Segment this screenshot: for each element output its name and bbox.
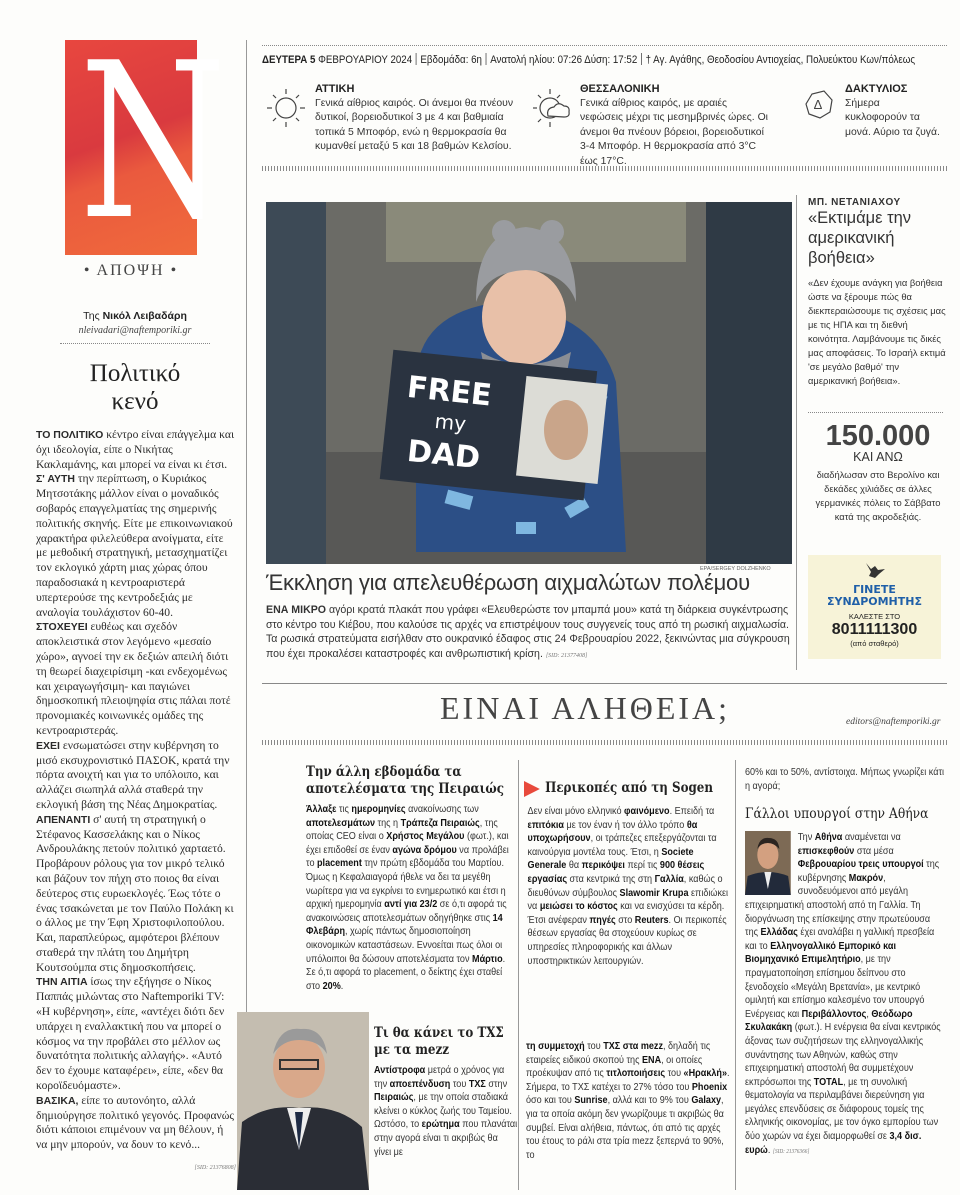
column-divider: [518, 760, 519, 1190]
column-divider: [796, 195, 797, 670]
quote-title: «Εκτιμάμε την αμερικανική βοήθεια»: [808, 209, 912, 267]
text: την πρώτη εβδομάδα του Μαρτίου. Όμως η Κεφαλαιαγορά ήθελε να δει τα μεγέθη νωρίτερα για να εγκρίνει το ενημερωτικό και έτσι η αρχική ημερομηνία: [306, 858, 506, 911]
photo-credit: EPA/SERGEY DOLZHENKO: [700, 566, 771, 572]
bold-text: ΑΠΕΝΑΝΤΙ: [36, 813, 91, 826]
paragraph: [36, 620, 236, 738]
text: , χωρίς πάντως δημοσιοποίηση οικονομικών καταστάσεων. Εννοείται πως όλοι οι υπόλοιποι θα δώσουν αποτελέσματα τον: [306, 926, 503, 965]
bold-text: Χρήστος Μεγάλου: [386, 831, 465, 843]
svg-text:DAD: DAD: [405, 433, 482, 477]
article-piraeus: [306, 764, 515, 993]
main-lead: [266, 603, 791, 664]
bold-text: placement: [317, 858, 362, 870]
article-body: [306, 803, 515, 993]
bold-text: 3,4 δισ. ευρώ: [745, 1131, 922, 1156]
divider: [808, 412, 943, 413]
weather-text: Σήμερα κυκλοφορούν τα μονά. Αύριο τα ζυγά.: [845, 97, 940, 138]
main-photo: [266, 202, 792, 564]
paragraph: [36, 472, 236, 620]
quote-box: [808, 197, 948, 388]
bold-text: ΣΤΟΧΕΥΕΙ: [36, 621, 88, 634]
editors-email[interactable]: editors@naftemporiki.gr: [846, 717, 941, 727]
bold-text: Societe Generale: [527, 846, 694, 872]
bold-text: Φεβρουαρίου τρεις υπουργοί: [797, 859, 924, 871]
stat-text: διαδήλωσαν στο Βερολίνο και δεκάδες χιλιάδες σε άλλες γερμανικές πόλεις το Σάββατο κατά της ακροδεξιάς.: [815, 469, 941, 522]
bold-text: ΤΧΣ στα mezz: [603, 1041, 663, 1052]
divider: [262, 166, 947, 171]
text: , συνοδευόμενοι από μεγάλη επιχειρηματική αποστολή από τη Γαλλία. Τη διοργάνωση της επίσκεψης στην πρωτεύουσα της: [745, 872, 931, 939]
section-label: • ΑΠΟΨΗ •: [83, 262, 179, 279]
text: , με την οποία σταδιακά κλείνει ο κύκλος ζωής του Ταμείου. Ωστόσο, το: [374, 1092, 512, 1131]
text: ευθέως και σχεδόν αποκλειστικά στον λεγόμενο «μεσαίο χώρο», αγνοεί την εκ δεξιών απειλή διότι τη θεωρεί διαχειρίσιμη -και ενδεχομένως και χειραγωγήσιμη- και παγιώνει δημοσκοπική πλειοψηφία στις πάλαι ποτέ προνομιακές κοινωνικές ομάδες της κεντροαριστεράς.: [36, 620, 231, 737]
sid-code: [SID: 21376808]: [194, 1165, 236, 1172]
text: σε ό,τι αφορά τις ανακοινώσεις αποτελεσμάτων οδηγήθηκε στις: [306, 899, 507, 924]
ring-road-icon: [800, 86, 836, 122]
text: του: [584, 1041, 604, 1052]
weather-region: ΑΤΤΙΚΗ: [315, 83, 355, 95]
divider: [262, 683, 947, 684]
bold-text: ΕΝΑ ΜΙΚΡΟ: [266, 604, 327, 616]
saints: † Αγ. Αγάθης, Θεοδοσίου Αντιοχείας, Πολυεύκτου Κων/πόλεως: [645, 54, 916, 66]
stat-number: 150.000: [825, 420, 931, 452]
text: (φωτ.). Η ενέργεια θα είναι κεντρικός άξονας των συζητήσεων της ελληνογαλλικής συνάντησης των Αθηνών, καθώς στην επιχειρηματική αποστολή θα συμμετέχουν εκπρόσωποι της: [745, 1022, 941, 1088]
bold-text: Galaxy: [691, 1095, 722, 1107]
lead-text: [266, 604, 790, 660]
text: . Σε ό,τι αφορά το placement, ο δείκτης έχει σταθεί στο: [306, 953, 506, 992]
bold-text: ημερομηνίες: [351, 804, 406, 815]
text: του: [665, 1068, 684, 1080]
bold-text: Αντίστροφα: [374, 1065, 426, 1076]
text: .: [767, 1144, 773, 1156]
bold-text: Μάρτιο: [472, 953, 503, 965]
text: έχει αναλάβει η γαλλική πρεσβεία και το: [745, 927, 935, 952]
text: μετρά ο χρόνος για την: [374, 1065, 505, 1090]
text: , οι τράπεζες επεξεργάζονται τα καινούργια μοντέλα τους. Έτσι, η: [527, 833, 717, 858]
bold-text: τιτλοποιήσεις: [606, 1068, 666, 1080]
bold-text: αγώνα δρόμου: [392, 844, 457, 856]
weather-region: ΘΕΣΣΑΛΟΝΙΚΗ: [580, 83, 660, 95]
bold-text: περικόψει: [581, 860, 625, 872]
text: με τον έναν ή τον άλλο τρόπο: [563, 819, 687, 831]
bold-text: ΤΧΣ: [468, 1078, 486, 1090]
text: αναμένεται να: [842, 832, 901, 843]
quote-kicker: ΜΠ. ΝΕΤΑΝΙΑΧΟΥ: [808, 197, 901, 208]
text: περί τις: [624, 860, 660, 872]
text: (φωτ.), και έχει επιδοθεί σε έναν: [306, 831, 509, 856]
bold-text: τη συμμετοχή: [526, 1041, 585, 1052]
sun-cloud-icon: [530, 86, 574, 130]
text: και να ενισχύσει τα κέρδη. Έτσι ανέφεραν: [527, 901, 725, 926]
svg-text:my: my: [433, 408, 468, 436]
article-title: Την άλλη εβδομάδα τα αποτελέσματα της Πειραιώς: [306, 764, 504, 797]
bold-text: Slawomir Krupa: [619, 887, 689, 899]
date: ΦΕΒΡΟΥΑΡΙΟΥ 2024: [315, 54, 413, 66]
text: της η: [375, 817, 401, 829]
bold-text: ΒΑΣΙΚΑ,: [36, 1094, 79, 1107]
author-name: Νικόλ Λειβαδάρη: [102, 310, 187, 322]
article-body: [374, 1064, 517, 1159]
bold-text: TOTAL: [813, 1076, 844, 1088]
main-headline: Έκκληση για απελευθέρωση αιχμαλώτων πολέμου: [266, 570, 750, 595]
day: ΔΕΥΤΕΡΑ 5: [262, 54, 316, 66]
paragraph: [36, 813, 236, 976]
sun-times: Ανατολή ηλίου: 07:26 Δύση: 17:52: [490, 54, 638, 66]
text: επιδιώκει να: [527, 887, 729, 913]
text: , με την πραγματοποίηση επίσημου δείπνου στο ξενοδοχείο «Μεγάλη Βρετανία», με κεντρικό ομιλητή και επίσημο καλεσμένο τον υπουργό Ενέργειας και: [745, 954, 925, 1020]
bold-text: Ελλάδας: [760, 927, 798, 939]
text: που πλανάται στην αγορά είναι τι ακριβώς θα γίνει με: [374, 1119, 518, 1158]
bold-text: ΤΗΝ ΑΙΤΙΑ: [36, 976, 88, 989]
text: θα: [566, 860, 582, 872]
bold-text: φαινόμενο: [624, 806, 670, 817]
text: ανακοίνωσης των: [405, 804, 479, 815]
bold-text: ΤΟ ΠΟΛΙΤΙΚΟ: [36, 429, 104, 441]
opinion-body: [36, 428, 236, 1176]
title-line: Πολιτικό: [89, 360, 181, 387]
article-title: Γάλλοι υπουργοί στην Αθήνα: [745, 806, 929, 822]
weather-attica: [315, 82, 520, 155]
stat-sub: ΚΑΙ ΑΝΩ: [853, 450, 903, 464]
text: , οι οποίες προέκυψαν από τις: [526, 1054, 703, 1080]
paragraph: [36, 975, 236, 1093]
text: όσο και του: [526, 1095, 575, 1107]
bold-text: Περιβάλλοντος: [801, 1008, 867, 1020]
bold-text: 900 θέσεις εργασίας: [527, 860, 705, 885]
bold-text: επισκεφθούν: [797, 845, 855, 857]
text: του: [450, 1078, 469, 1090]
opinion-title: [40, 360, 230, 416]
divider: [262, 45, 947, 46]
triangle-marker-icon: [524, 781, 540, 797]
text: να προλάβει το: [306, 844, 509, 870]
text: , με τη συνολική θεματολογία να περιλαμβάνει διερεύνηση για μεγάλες επενδύσεις σε διάφορους τομείς της ελληνικής οικονομίας, με τον όγκο εμπορίου των δύο χωρών να έχει διαμορφωθεί σε: [745, 1076, 939, 1143]
sun-icon: [264, 86, 308, 130]
bold-text: Reuters: [634, 914, 669, 926]
text: , αλλά και το 9% του: [607, 1095, 692, 1107]
stat-box: [808, 420, 948, 524]
text: στην: [485, 1078, 508, 1090]
ad-title: ΓΙΝΕΤΕ ΣΥΝΔΡΟΜΗΤΗΣ: [827, 583, 922, 608]
text: κέντρο είναι επάγγελμα και όχι ιδεολογία, είπε ο Νικήτας Κακλαμάνης, και μπορεί να είναι κι έτσι.: [36, 428, 235, 471]
ad-note: (από σταθερό): [850, 639, 899, 648]
text: , για τα οποία ακόμη δεν γνωρίζουμε τι ακριβώς θα συμβεί. Είναι αλήθεια, πάντως, ότι από τις αρχές του έτους το ράλι στα τρία mezz ξεπερνά το 90%, το: [526, 1095, 724, 1161]
text: , καθώς ο διευθύνων σύμβουλος: [527, 873, 723, 899]
byline-prefix: Της: [83, 310, 103, 322]
logo-letter: N: [79, 16, 227, 267]
section-title: ΕΙΝΑΙ ΑΛΗΘΕΙΑ;: [440, 690, 731, 726]
weather-thessaloniki: [580, 82, 770, 169]
text: , δηλαδή τις εταιρείες ειδικού σκοπού της: [526, 1041, 711, 1066]
bold-text: θα υποχωρήσουν: [527, 819, 698, 845]
text: στο: [615, 914, 635, 926]
traffic-ring: [845, 82, 940, 140]
bold-text: Άλλαξε: [306, 804, 337, 815]
text: στα κεντρικά της στη: [567, 873, 655, 885]
hermes-icon: [863, 561, 887, 579]
sid-code: [SID: 21377408]: [545, 653, 588, 660]
subscribe-ad[interactable]: [808, 555, 941, 659]
bold-text: Πειραιώς: [374, 1092, 414, 1104]
article-txs-end: 60% και το 50%, αντίστοιχα. Μήπως γνωρίζει κάτι η αγορά;: [745, 767, 945, 792]
bold-text: μειώσει το κόστος: [539, 901, 618, 913]
column-divider: [735, 760, 736, 1190]
ad-phone[interactable]: 8011111300: [831, 621, 918, 638]
text: . Επειδή τα: [669, 806, 715, 817]
bold-text: αποτελεσμάτων: [306, 817, 376, 829]
text: τις: [336, 804, 352, 815]
bold-text: Θεόδωρο Σκυλακάκη: [745, 1008, 913, 1034]
author-email[interactable]: nleivadari@naftemporiki.gr: [78, 325, 192, 336]
text: .: [340, 980, 344, 992]
weather-region: ΔΑΚΤΥΛΙΟΣ: [845, 83, 908, 95]
bold-text: επιτόκια: [527, 819, 564, 831]
bold-text: Sunrise: [574, 1095, 608, 1107]
text: της κυβέρνησης: [797, 859, 940, 884]
divider: [262, 740, 947, 745]
text: Δεν είναι μόνο ελληνικό: [527, 806, 625, 817]
newspaper-logo: [65, 16, 227, 267]
dateline: [262, 53, 915, 66]
article-txs-continued: [526, 1040, 731, 1162]
paragraph: [36, 739, 236, 813]
text: , της οποίας CEO είναι ο: [306, 817, 498, 843]
bold-text: 14 Φλεβάρη: [306, 912, 503, 938]
text: αγόρι κρατά πλακάτ που γράφει «Ελευθερώστε τον μπαμπά μου» κατά τη διάρκεια συγκέντρωσης στο κέντρο του Κιέβου, που καλούσε τις αρχές να επιστρέψουν τους συγγενείς τους από τη ρωσική αιχμαλωσία. Τα ρωσικά στρατεύματα εισήλθαν στο ουκρανικό έδαφος στις 24 Φεβρουαρίου 2022, ξεκινώντας μια σύγκρουση που έχει προκαλέσει καταστροφές και ανθρωπιστική κρίση.: [266, 604, 790, 661]
bold-text: πηγές: [589, 914, 616, 926]
text: στα μέσα: [854, 845, 894, 857]
paragraph: [36, 428, 236, 472]
ad-call: ΚΑΛΕΣΤΕ ΣΤΟ: [848, 612, 901, 621]
weather-text: Γενικά αίθριος καιρός. Οι άνεμοι θα πνέουν δυτικοί, βορειοδυτικοί 3 με 4 και βαθμιαία τοπικά 5 Μποφόρ, ενώ η θερμοκρασία θα κυμανθεί μεταξύ 5 και 18 βαθμών Κελσίου.: [315, 97, 514, 152]
text: ενσωματώσει στην κυβέρνηση το μισό εκσυχρονιστικό ΠΑΣΟΚ, κρατά την πόρτα ανοιχτή και για το υπόλοιπο, και αλλάζει σιωπηλά αλλά σταθερά την εκλογική βάση της Νέας Δημοκρατίας.: [36, 738, 230, 811]
bold-text: Phoenix: [691, 1081, 728, 1093]
bold-text: 20%: [322, 980, 341, 992]
article-sogen: [524, 780, 729, 968]
text: σ' αυτή τη στρατηγική ο Στέφανος Κασσελάκης και ο Νίκος Ανδρουλάκης πετούν πολιτικό χαρταετό. Προβάρουν ρόλους για τον μικρό τελικό και βάζουν τον πήχη στο ποιος θα είναι δεύτερος στις ευρωεκλογές. Έως τότε ο ένας τσακώνεται με τον Παύλο Πολάκη κι ο άλλος με την Έφη Χριστοφιλοπούλου. Και, παραπλεύρως, αμφότεροι βλέπουν σταθερά την πλάτη του Δημήτρη Κουτσούμπα στις δημοσκοπήσεις.: [36, 812, 234, 974]
bold-text: αντί για 23/2: [384, 899, 438, 911]
text: Την: [797, 832, 815, 843]
svg-text:FREE: FREE: [405, 369, 494, 414]
bold-text: Ελληνογαλλικό Εμπορικό και Βιομηχανικό Επιμελητήριο: [745, 940, 897, 966]
svg-text:Δ: Δ: [813, 97, 823, 112]
article-body: [524, 805, 729, 968]
bold-text: Μακρόν: [848, 872, 884, 884]
text: . Σήμερα, το ΤΧΣ κατέχει το 27% τόσο του: [526, 1068, 730, 1093]
bold-text: αποεπένδυση: [389, 1078, 451, 1090]
bold-text: Αθήνα: [814, 832, 843, 843]
title-line: κενό: [111, 388, 159, 415]
quote-text: «Δεν έχουμε ανάγκη για βοήθεια ώστε να ξέρουμε πώς θα διεκπεραιώσουμε τις σχέσεις μας με τις ΗΠΑ και τη διεθνή κοινότητα. Λαμβάνουμε τις δικές μας αποφάσεις. Το Ισραήλ εκτιμά 'σε μεγάλο βαθμό' την αμερικανική βοήθεια».: [808, 277, 946, 386]
bold-text: ερώτημα: [421, 1119, 460, 1131]
article-title: Τι θα κάνει το ΤΧΣ με τα mezz: [374, 1025, 504, 1058]
text: είπε το αυτονόητο, αλλά δημιούργησε πολιτικό γεγονός. Προφανώς διότι κάποιοι επιμένουν να μη θέλουν, ή να μην μπορούν, να δουν το κενό...: [36, 1093, 235, 1152]
text: την περίπτωση, ο Κυριάκος Μητσοτάκης μάλλον είναι ο μοναδικός σοβαρός επαγγελματίας της σημερινής πολιτικής σκηνής. Είτε με επικοινωνιακού χαρακτήρα φιλελεύθερα ανοίγματα, είτε με μεθοδική στρατηγική, μετασχηματίζει τον εκλογικό χάρτη μιας χώρας όπου παραδοσιακά η κεντροαριστερά υπερτερούσε της κεντροδεξιάς με αναλογία τουλάχιστον 60-40.: [36, 472, 233, 619]
byline: [40, 310, 230, 322]
bold-text: ΕΝΑ: [641, 1054, 662, 1066]
photo-christos-megalou: [237, 1012, 369, 1190]
week: Εβδομάδα: 6η: [420, 54, 482, 66]
text: . Οι περικοπές θέσεων εργασίας θα στοχεύουν κυρίως σε υπηρεσίες πληροφορικής και άλλων υποστηρικτικών λειτουργιών.: [527, 914, 727, 967]
divider: [60, 343, 210, 344]
article-txs: [374, 1025, 517, 1159]
text: ,: [866, 1008, 872, 1020]
text: ίσως την εξήγησε ο Νίκος Παππάς μιλώντας στο Naftemporiki TV: «Η κυβέρνηση», είπε, «αντέχει διότι δεν υπάρχει η εναλλακτική που να μπορεί ο κόσμος να την προβάλει στο μέλλον ως δυνατότητα πολιτικής αλλαγής». «Αυτό δεν το έχουμε καταφέρει», είπε, «δεν θα κοροϊδευόμαστε».: [36, 975, 225, 1093]
paragraph: [36, 1094, 236, 1153]
weather-text: Γενικά αίθριος καιρός, με αραιές νεφώσεις μέχρι τις μεσημβρινές ώρες. Οι άνεμοι θα πνέουν βόρειοι, βορειοδυτικοί 3-4 Μποφόρ. Η θερμοκρασία από 3°C έως 17°C.: [580, 97, 768, 167]
bold-text: ΕΧΕΙ: [36, 739, 60, 752]
article-ministers: [745, 806, 945, 1159]
bold-text: Σ' ΑΥΤΗ: [36, 473, 75, 486]
sid-code: [SID: 21376366]: [772, 1148, 810, 1155]
photo-skylakakis: [745, 831, 791, 895]
bold-text: Τράπεζα Πειραιώς: [400, 817, 480, 829]
bold-text: Γαλλία: [654, 873, 684, 885]
article-title: Περικοπές από τη Sogen: [545, 780, 714, 796]
bold-text: «Ηρακλή»: [683, 1068, 727, 1080]
